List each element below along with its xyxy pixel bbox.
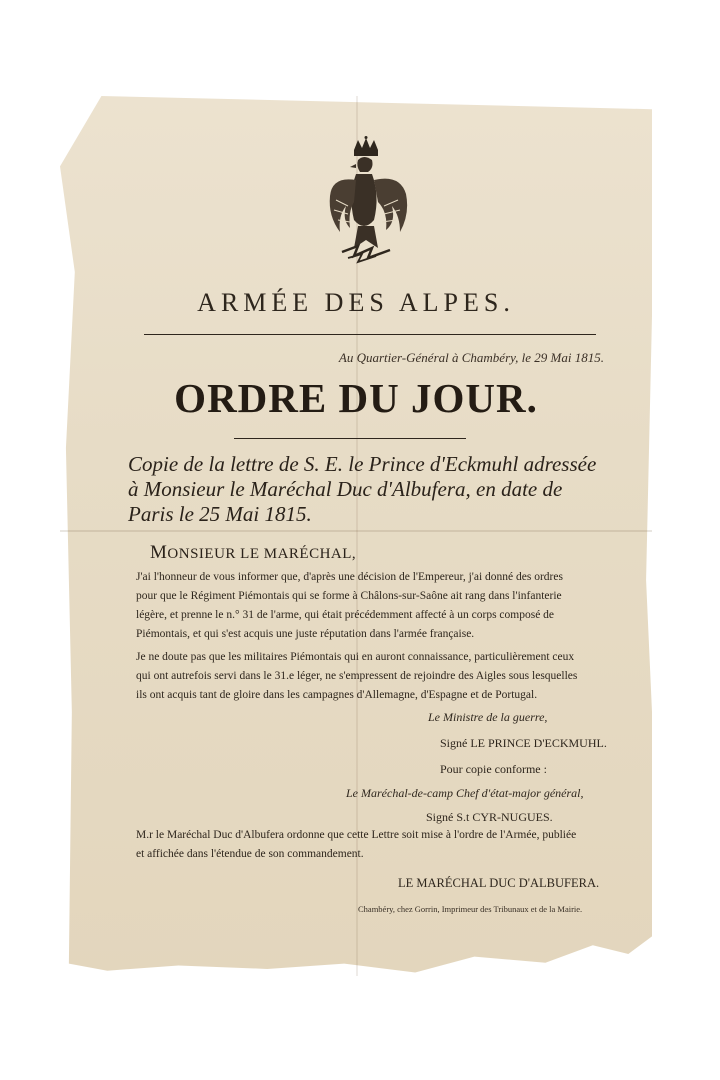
paragraph-line: M.r le Maréchal Duc d'Albufera ordonne que cette Lettre soit mise à l'ordre de l'Armée, publiée [136, 829, 577, 841]
title-rule [144, 334, 596, 335]
marshal-signature: LE MARÉCHAL DUC D'ALBUFERA. [398, 876, 600, 890]
minister-signature: Signé LE PRINCE D'ECKMUHL. [440, 736, 607, 750]
paragraph-line: Piémontais, et qui s'est acquis une juste réputation dans l'armée française. [136, 628, 475, 640]
order-title: ORDRE DU JOUR. [174, 375, 538, 421]
closing-paragraph [136, 826, 608, 864]
chief-of-staff-signature: Signé S.t CYR-NUGUES. [426, 810, 553, 824]
paragraph-line: légère, et prenne le n.° 31 de l'arme, qui était précédemment affecté à un corps composé de [136, 609, 555, 621]
paragraph-line: ils ont acquis tant de gloire dans les campagnes d'Allemagne, d'Espagne et de Portugal. [136, 689, 538, 701]
imperial-eagle-icon [318, 136, 414, 276]
copy-heading-line: Paris le 25 Mai 1815. [128, 502, 312, 526]
copy-conform-note: Pour copie conforme : [440, 762, 547, 776]
paragraph-line: qui ont autrefois servi dans le 31.e léger, ne s'empressent de rejoindre des Aigles sous lesquelles [136, 670, 578, 682]
paragraph-line: et affichée dans l'étendue de son commandement. [136, 848, 364, 860]
salutation-text: ONSIEUR LE MARÉCHAL, [167, 546, 357, 562]
chief-of-staff-title: Le Maréchal-de-camp Chef d'état-major général, [346, 786, 584, 800]
minister-title: Le Ministre de la guerre, [428, 710, 548, 724]
copy-heading-line: Copie de la lettre de S. E. le Prince d'Eckmuhl adressée [128, 452, 597, 476]
dateline: Au Quartier-Général à Chambéry, le 29 Mai 1815. [338, 350, 604, 365]
salutation-initial: M [150, 542, 168, 563]
army-title: ARMÉE DES ALPES. [197, 288, 515, 317]
letter-paragraph-2 [136, 648, 608, 705]
order-rule [234, 438, 466, 439]
paragraph-line: Je ne doute pas que les militaires Piémontais qui en auront connaissance, particulièrement ceux [136, 651, 575, 663]
copy-heading-line: à Monsieur le Maréchal Duc d'Albufera, en date de [128, 477, 563, 501]
paragraph-line: pour que le Régiment Piémontais qui se forme à Châlons-sur-Saône ait rang dans l'infanterie [136, 590, 562, 602]
printer-imprint: Chambéry, chez Gorrin, Imprimeur des Tribunaux et de la Mairie. [358, 904, 583, 914]
letter-paragraph-1 [136, 568, 608, 644]
salutation [150, 542, 356, 564]
paragraph-line: J'ai l'honneur de vous informer que, d'après une décision de l'Empereur, j'ai donné des ordres [136, 571, 563, 583]
copy-heading [128, 452, 610, 527]
